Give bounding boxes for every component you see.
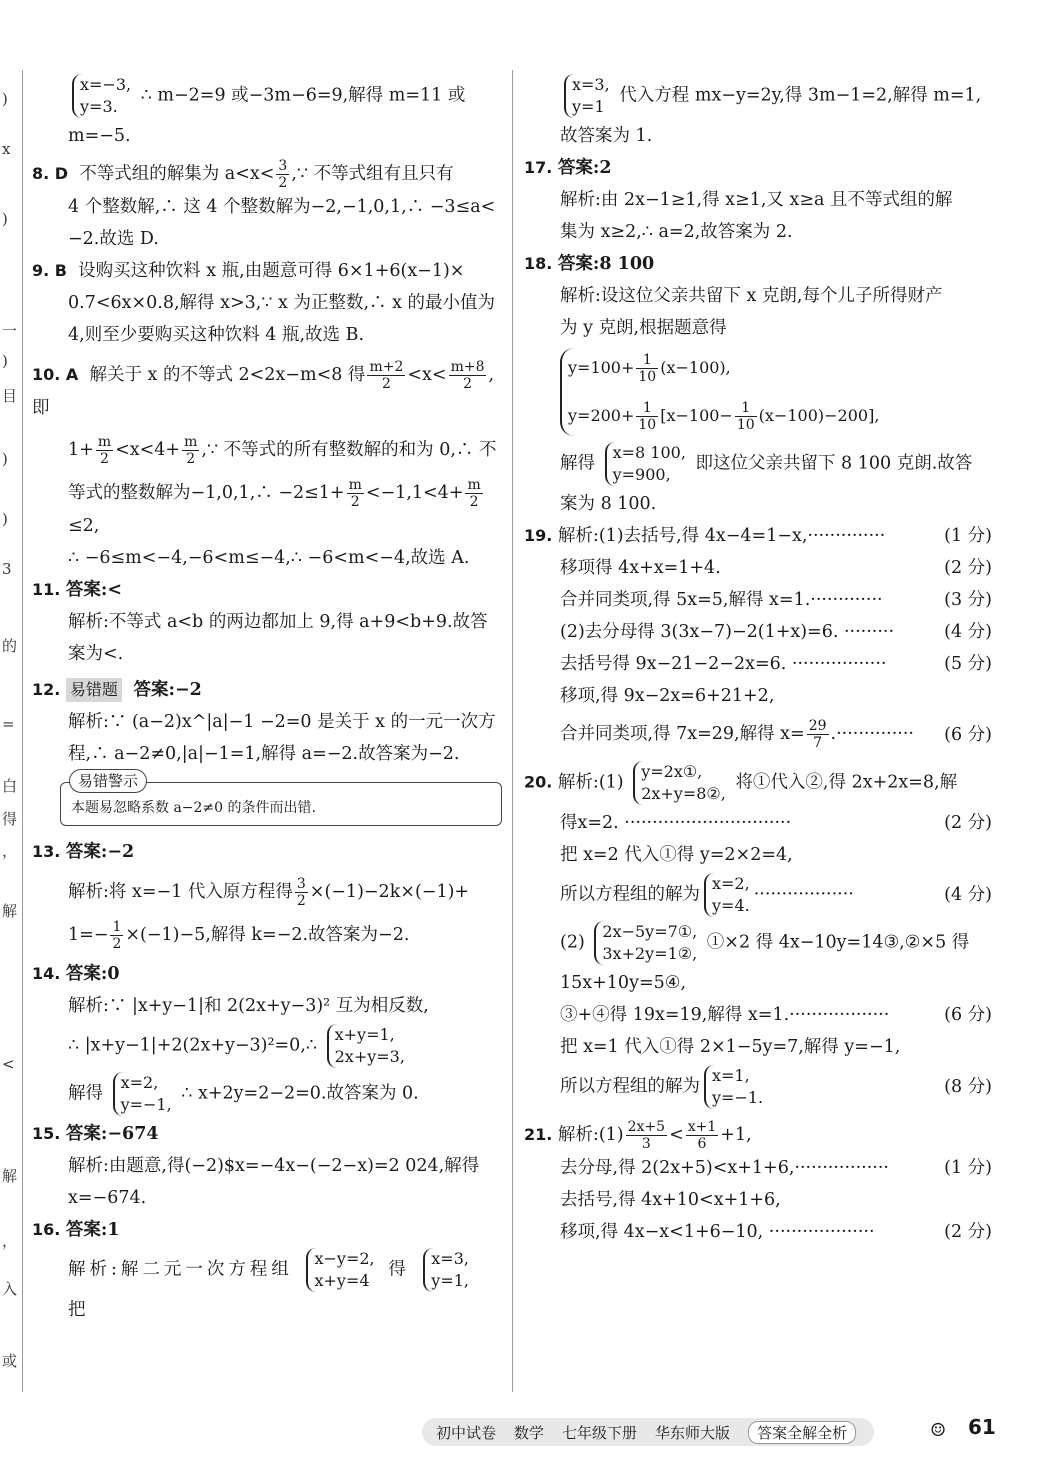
fraction: $\frac{29}{7}$ — [808, 718, 827, 751]
equation-row: y=200+ $\frac{1}{10}$ [x−100− $\frac{1}{10}$ (x−100)−200], — [568, 400, 880, 433]
left-column — [32, 72, 502, 1326]
error-warning-box — [60, 772, 502, 826]
question-13: 13. 答案:−2 — [32, 842, 135, 862]
text-line: 4 个整数解,∴ 这 4 个整数解为−2,−1,0,1,∴ −3≤a< — [68, 197, 496, 217]
scored-line: 移项得 4x+x=1+4. (2 分) — [560, 558, 992, 578]
scored-line: 19. 解析:(1)去括号,得 4x−4=1−x,·············· (1 分) — [524, 526, 992, 546]
equation-system: x+y=1, 2x+y=3, — [327, 1024, 405, 1068]
text-line: 0.7<6x×0.8,解得 x>3,∵ x 为正整数,∴ x 的最小值为 — [68, 293, 496, 313]
edge-char: ) — [2, 450, 8, 468]
text-line: 4,则至少要购买这种饮料 4 瓶,故选 B. — [68, 325, 365, 345]
edge-char: 得 — [2, 810, 18, 828]
scored-line: (2)去分母得 3(3x−7)−2(1+x)=6. ········· (4 分) — [560, 622, 992, 642]
text-line: 解析:∵ (a−2)x^|a|−1 −2=0 是关于 x 的一元一次方 — [68, 712, 496, 732]
edge-char: 解 — [2, 902, 18, 920]
text-line: 解得 x=8 100, y=900, 即这位父亲共留下 8 100 克朗.故答 — [560, 443, 973, 484]
edge-char: 解 — [2, 1167, 18, 1185]
text-line: 把 x=2 代入①得 y=2×2=4, — [560, 845, 793, 865]
scored-line: 去括号得 9x−21−2−2x=6. ················· (5 分) — [560, 654, 992, 674]
question-8: 8. D 不等式组的解集为 a<x< $\frac{3}{2}$ ,∵ 不等式组有且只有 — [32, 158, 454, 191]
fraction: $\frac{3}{2}$ — [278, 158, 288, 191]
fraction: $\frac{3}{2}$ — [296, 876, 306, 909]
question-20 — [524, 759, 992, 1111]
text-line: 1+ $\frac{m}{2}$ <x<4+ $\frac{m}{2}$ ,∵ 不等式的所有整数解的和为 0,∴ 不 — [68, 434, 497, 467]
text-line: 解析:不等式 a<b 的两边都加上 9,得 a+9<b+9.故答 — [68, 612, 488, 632]
warning-title: 易错警示 — [69, 769, 147, 793]
equation-row: y=100+ $\frac{1}{10}$ (x−100), — [568, 352, 731, 385]
equation-system: x=2, y=−1, — [113, 1072, 172, 1116]
text-line: −2.故选 D. — [68, 229, 159, 249]
scored-line: 去分母,得 2(2x+5)<x+1+6,················· (1 分) — [560, 1158, 992, 1178]
fraction: $\frac{m+8}{2}$ — [450, 359, 485, 392]
scored-line: 所以方程组的解为x=1, y=−1. (8 分) — [560, 1066, 992, 1107]
scored-line: 移项,得 4x−x<1+6−10, ··················· (2 分) — [560, 1222, 992, 1242]
text-line: 20. 解析:(1) y=2x①, 2x+y=8②, 将①代入②,得 2x+2x=8,解 — [524, 762, 958, 803]
fraction: $\frac{m}{2}$ — [97, 434, 112, 467]
fraction: $\frac{m}{2}$ — [467, 477, 481, 510]
text-line: 去括号,得 4x+10<x+1+6, — [560, 1190, 781, 1210]
scored-line: 合并同类项,得 7x=29,解得 x= $\frac{29}{7}$ .·············· (6 分) — [560, 718, 992, 751]
footer-answer-label: 答案全解全析 — [748, 1421, 856, 1444]
text-line: 把 x=1 代入①得 2×1−5y=7,解得 y=−1, — [560, 1037, 901, 1057]
text-line: 案为<. — [68, 644, 124, 664]
right-column — [524, 72, 992, 1248]
equation-system: x=1, y=−1. — [704, 1065, 763, 1109]
text-line: 解析:由 2x−1≥1,得 x≥1,又 x≥a 且不等式组的解 — [560, 190, 953, 210]
equation-system: x=−3, y=3. — [72, 74, 131, 118]
margin-divider — [22, 70, 23, 1392]
equation-system: x=3, y=1 — [564, 74, 610, 118]
text-line: 解析:由题意,得(−2)$x=−4x−(−2−x)=2 024,解得 — [68, 1156, 480, 1176]
footer-series: 初中试卷 — [436, 1423, 497, 1442]
text-line: 解得 x=2, y=−1, ∴ x+2y=2−2=0.故答案为 0. — [68, 1073, 419, 1114]
question-9: 9. B 设购买这种饮料 x 瓶,由题意可得 6×1+6(x−1)× — [32, 261, 465, 281]
edge-char: ， — [2, 1232, 18, 1250]
edge-char: ) — [2, 90, 8, 108]
equation-system-large — [524, 348, 992, 436]
fraction: $\frac{m+2}{2}$ — [369, 359, 404, 392]
fraction: $\frac{m}{2}$ — [184, 434, 198, 467]
text-line: 解析:∵ |x+y−1|和 2(2x+y−3)² 互为相反数, — [68, 996, 429, 1016]
footer-subject: 数学 — [514, 1423, 545, 1442]
edge-char: 3 — [2, 560, 12, 578]
edge-char: ， — [2, 842, 18, 860]
text-line: 15x+10y=5④, — [560, 973, 687, 993]
question-17: 17. 答案:2 — [524, 158, 612, 178]
edge-char: < — [2, 1055, 15, 1073]
column-divider — [512, 70, 513, 1392]
edge-char: 或 — [2, 1352, 18, 1370]
fraction: $\frac{x+1}{6}$ — [687, 1119, 717, 1152]
edge-char: 白 — [2, 777, 18, 795]
fraction: $\frac{2x+5}{3}$ — [627, 1119, 666, 1152]
edge-char: 一 — [2, 322, 18, 340]
edge-char: ) — [2, 352, 8, 370]
text-line: 移项,得 9x−2x=6+21+2, — [560, 686, 775, 706]
edge-char: ) — [2, 210, 8, 228]
fraction: $\frac{1}{10}$ — [638, 400, 657, 433]
question-16: 16. 答案:1 — [32, 1220, 120, 1240]
text-line: 程,∴ a−2≠0,|a|−1=1,解得 a=−2.故答案为−2. — [68, 744, 460, 764]
equation-system: y=2x①, 2x+y=8②, — [633, 761, 726, 805]
text-line: ∴ |x+y−1|+2(2x+y−3)²=0,∴ x+y=1, 2x+y=3, — [68, 1025, 405, 1066]
text-line: 案为 8 100. — [560, 494, 657, 514]
text-line: x=−674. — [68, 1188, 147, 1208]
scored-line: ③+④得 19x=19,解得 x=1.·················· (6 分) — [560, 1005, 992, 1025]
edge-char: = — [2, 715, 15, 733]
scored-line: 得x=2. ······························ (2 分) — [560, 813, 992, 833]
fraction: $\frac{1}{10}$ — [638, 352, 657, 385]
text-line: (2) 2x−5y=7①, 3x+2y=1②, ①×2 得 4x−10y=14③,②×5 得 — [560, 922, 970, 963]
equation-system: x=2, y=4. — [704, 873, 750, 917]
question-12: 12. 易错题 答案:−2 — [32, 680, 202, 700]
scored-line: 合并同类项,得 5x=5,解得 x=1.············· (3 分) — [560, 590, 992, 610]
text-line: 1=− $\frac{1}{2}$ ×(−1)−5,解得 k=−2.故答案为−2. — [68, 919, 410, 952]
equation-system — [560, 348, 992, 436]
question-19 — [524, 520, 992, 751]
footer-grade: 七年级下册 — [562, 1423, 638, 1442]
fraction: $\frac{1}{10}$ — [736, 400, 755, 433]
left-edge-clipped-text — [0, 60, 18, 1400]
question-15: 15. 答案:−674 — [32, 1124, 159, 1144]
question-14: 14. 答案:0 — [32, 964, 120, 984]
mascot-icon: ☺ — [930, 1420, 947, 1441]
text-line: 解析:将 x=−1 代入原方程得 $\frac{3}{2}$ ×(−1)−2k×(−1)+ — [68, 876, 470, 909]
text-line: 为 y 克朗,根据题意得 — [560, 318, 727, 338]
scored-line: 所以方程组的解为x=2, y=4.·················· (4 分) — [560, 874, 992, 915]
equation-system: x=3, y=1, — [423, 1248, 469, 1292]
question-18: 18. 答案:8 100 — [524, 254, 655, 274]
text-line: 等式的整数解为−1,0,1,∴ −2≤1+ $\frac{m}{2}$ <−1,1<4+ $\frac{m}{2}$ ≤2, — [68, 477, 481, 536]
text-line: 集为 x≥2,∴ a=2,故答案为 2. — [560, 222, 793, 242]
text-line: 故答案为 1. — [560, 126, 653, 146]
fraction: $\frac{m}{2}$ — [348, 477, 362, 510]
equation-system: x=8 100, y=900, — [605, 442, 686, 486]
fraction: $\frac{1}{2}$ — [112, 919, 122, 952]
edge-char: x — [2, 140, 11, 158]
footer-edition: 华东师大版 — [655, 1423, 731, 1442]
equation-system: x−y=2, x+y=4 — [306, 1248, 374, 1292]
equation-system: 2x−5y=7①, 3x+2y=1②, — [594, 921, 697, 965]
edge-char: 目 — [2, 387, 18, 405]
question-10: 10. A 解关于 x 的不等式 2<2x−m<8 得 $\frac{m+2}{2}$ <x< $\frac{m+8}{2}$ ,即 — [32, 359, 495, 418]
answer-line: x=−3, y=3. ∴ m−2=9 或−3m−6=9,解得 m=11 或 m=−5. — [68, 75, 466, 146]
question-21 — [524, 1119, 992, 1248]
question-11: 11. 答案:< — [32, 580, 123, 600]
page-number: 61 — [968, 1415, 996, 1439]
text-line: 21. 解析:(1) $\frac{2x+5}{3}$ < $\frac{x+1}{6}$ +1, — [524, 1119, 752, 1152]
page-footer — [422, 1418, 874, 1446]
text-line: x=3, y=1 代入方程 mx−y=2y,得 3m−1=2,解得 m=1, — [524, 72, 992, 120]
text-line: 解析:设这位父亲共留下 x 克朗,每个儿子所得财产 — [560, 286, 943, 306]
edge-char: 的 — [2, 637, 18, 655]
text-line: 解析:解二元一次方程组 x−y=2, x+y=4 得 x=3, y=1, 把 — [68, 1249, 469, 1320]
text-line: ∴ −6≤m<−4,−6<m≤−4,∴ −6<m<−4,故选 A. — [68, 548, 470, 568]
edge-char: 入 — [2, 1280, 18, 1298]
edge-char: ) — [2, 510, 8, 528]
warning-text: 本题易忽略系数 a−2≠0 的条件而出错. — [71, 800, 316, 816]
error-prone-badge: 易错题 — [66, 678, 122, 702]
